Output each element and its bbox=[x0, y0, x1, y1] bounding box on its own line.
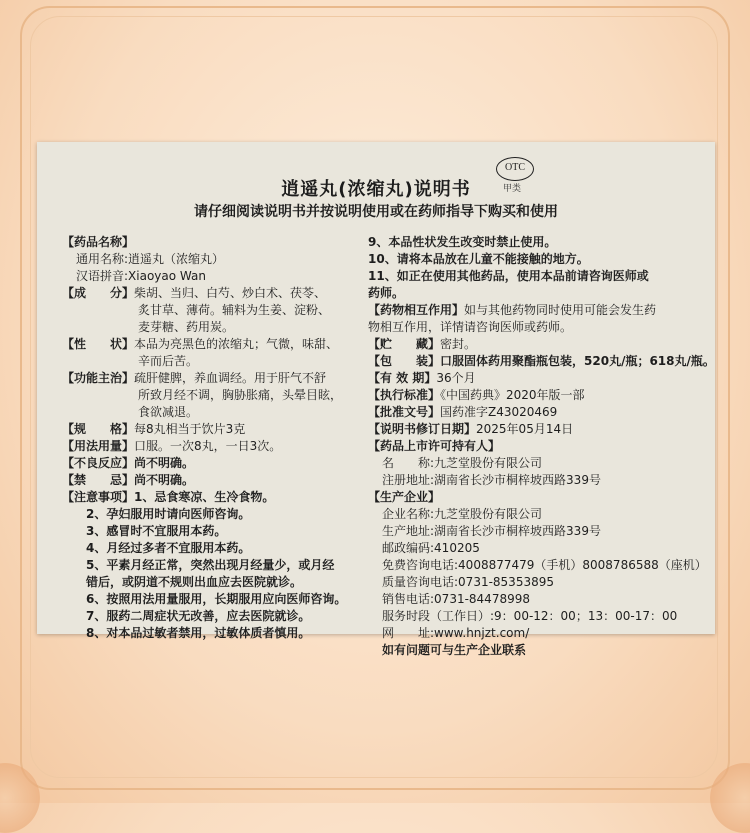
drug-interactions: 【药物相互作用】如与其他药物同时使用可能会发生药 bbox=[368, 303, 657, 317]
indications-line: 所致月经不调，胸胁胀痛，头晕目眩， bbox=[138, 388, 343, 402]
otc-badge: OTC bbox=[496, 157, 534, 181]
precaution-item: 11、如正在使用其他药品，使用本品前请咨询医师或 bbox=[368, 269, 649, 283]
precaution-item: 9、本品性状发生改变时禁止使用。 bbox=[368, 235, 557, 249]
ingredients: 【成 分】柴胡、当归、白芍、炒白术、茯苓、 bbox=[62, 286, 327, 300]
manufacturer-heading: 【生产企业】 bbox=[368, 490, 441, 504]
sales-phone: 销售电话:0731-84478998 bbox=[382, 592, 530, 606]
precaution-item: 3、感冒时不宜服用本药。 bbox=[86, 524, 227, 538]
indications: 【功能主治】疏肝健脾，养血调经。用于肝气不舒 bbox=[62, 371, 327, 385]
approval-number: 【批准文号】国药准字Z43020469 bbox=[368, 405, 558, 419]
manufacturer-address: 生产地址:湖南省长沙市桐梓坡西路339号 bbox=[382, 524, 601, 538]
otc-class: 甲类 bbox=[503, 184, 522, 194]
leaflet-subtitle: 请仔细阅读说明书并按说明使用或在药师指导下购买和使用 bbox=[194, 204, 558, 220]
holder-name: 名 称:九芝堂股份有限公司 bbox=[382, 456, 543, 470]
left-column bbox=[62, 234, 387, 642]
quality-phone: 质量咨询电话:0731-85353895 bbox=[382, 575, 554, 589]
manufacturer-name: 企业名称:九芝堂股份有限公司 bbox=[382, 507, 543, 521]
precaution-item: 6、按照用法用量服用，长期服用应向医师咨询。 bbox=[86, 592, 347, 606]
revision-date: 【说明书修订日期】2025年05月14日 bbox=[368, 422, 574, 436]
contact-note: 如有问题可与生产企业联系 bbox=[382, 643, 527, 657]
holder-address: 注册地址:湖南省长沙市桐梓坡西路339号 bbox=[382, 473, 601, 487]
specification: 【规 格】每8丸相当于饮片3克 bbox=[62, 422, 246, 436]
leaflet-title: 逍遥丸(浓缩丸)说明书 bbox=[281, 179, 471, 200]
precaution-item: 药师。 bbox=[368, 286, 405, 300]
precaution-item: 5、平素月经正常，突然出现月经量少，或月经 bbox=[86, 558, 335, 572]
precaution-item: 10、请将本品放在儿童不能接触的地方。 bbox=[368, 252, 589, 266]
properties: 【性 状】本品为亮黑色的浓缩丸；气微，味甜、 bbox=[62, 337, 339, 351]
pinyin-name: 汉语拼音:Xiaoyao Wan bbox=[76, 269, 206, 283]
adverse-reactions: 【不良反应】尚不明确。 bbox=[62, 456, 195, 470]
drug-interactions-line: 物相互作用，详情请咨询医师或药师。 bbox=[368, 320, 573, 334]
website: 网 址:www.hnjzt.com/ bbox=[382, 626, 530, 640]
drug-name-heading: 【药品名称】 bbox=[62, 235, 135, 249]
properties-line: 辛而后苦。 bbox=[138, 354, 199, 368]
precaution-item: 4、月经过多者不宜服用本药。 bbox=[86, 541, 251, 555]
precaution-item: 7、服药二周症状无改善，应去医院就诊。 bbox=[86, 609, 311, 623]
ingredients-line: 炙甘草、薄荷。辅料为生姜、淀粉、 bbox=[138, 303, 331, 317]
instruction-leaflet bbox=[37, 142, 715, 657]
hotline: 免费咨询电话:4008877479（手机）8008786588（座机） bbox=[382, 558, 707, 572]
indications-line: 食欲减退。 bbox=[138, 405, 199, 419]
right-column bbox=[368, 234, 715, 659]
package: 【包 装】口服固体药用聚酯瓶包装，520丸/瓶；618丸/瓶。 bbox=[368, 354, 715, 368]
precaution-item: 2、孕妇服用时请向医师咨询。 bbox=[86, 507, 251, 521]
storage: 【贮 藏】密封。 bbox=[368, 337, 477, 351]
precautions: 【注意事项】1、忌食寒凉、生冷食物。 bbox=[62, 490, 275, 504]
license-holder-heading: 【药品上市许可持有人】 bbox=[368, 439, 501, 453]
contraindications: 【禁 忌】尚不明确。 bbox=[62, 473, 195, 487]
usage: 【用法用量】口服。一次8丸，一日3次。 bbox=[62, 439, 282, 453]
ingredients-line: 麦芽糖、药用炭。 bbox=[138, 320, 235, 334]
postcode: 邮政编码:410205 bbox=[382, 541, 480, 555]
standard: 【执行标准】《中国药典》2020年版一部 bbox=[368, 388, 585, 402]
precaution-item: 8、对本品过敏者禁用，过敏体质者慎用。 bbox=[86, 626, 311, 640]
service-hours: 服务时段（工作日）:9：00-12：00；13：00-17：00 bbox=[382, 609, 678, 623]
precaution-item: 错后，或阴道不规则出血应去医院就诊。 bbox=[86, 575, 303, 589]
common-name: 通用名称:逍遥丸（浓缩丸） bbox=[76, 252, 225, 266]
validity: 【有 效 期】36个月 bbox=[368, 371, 476, 385]
